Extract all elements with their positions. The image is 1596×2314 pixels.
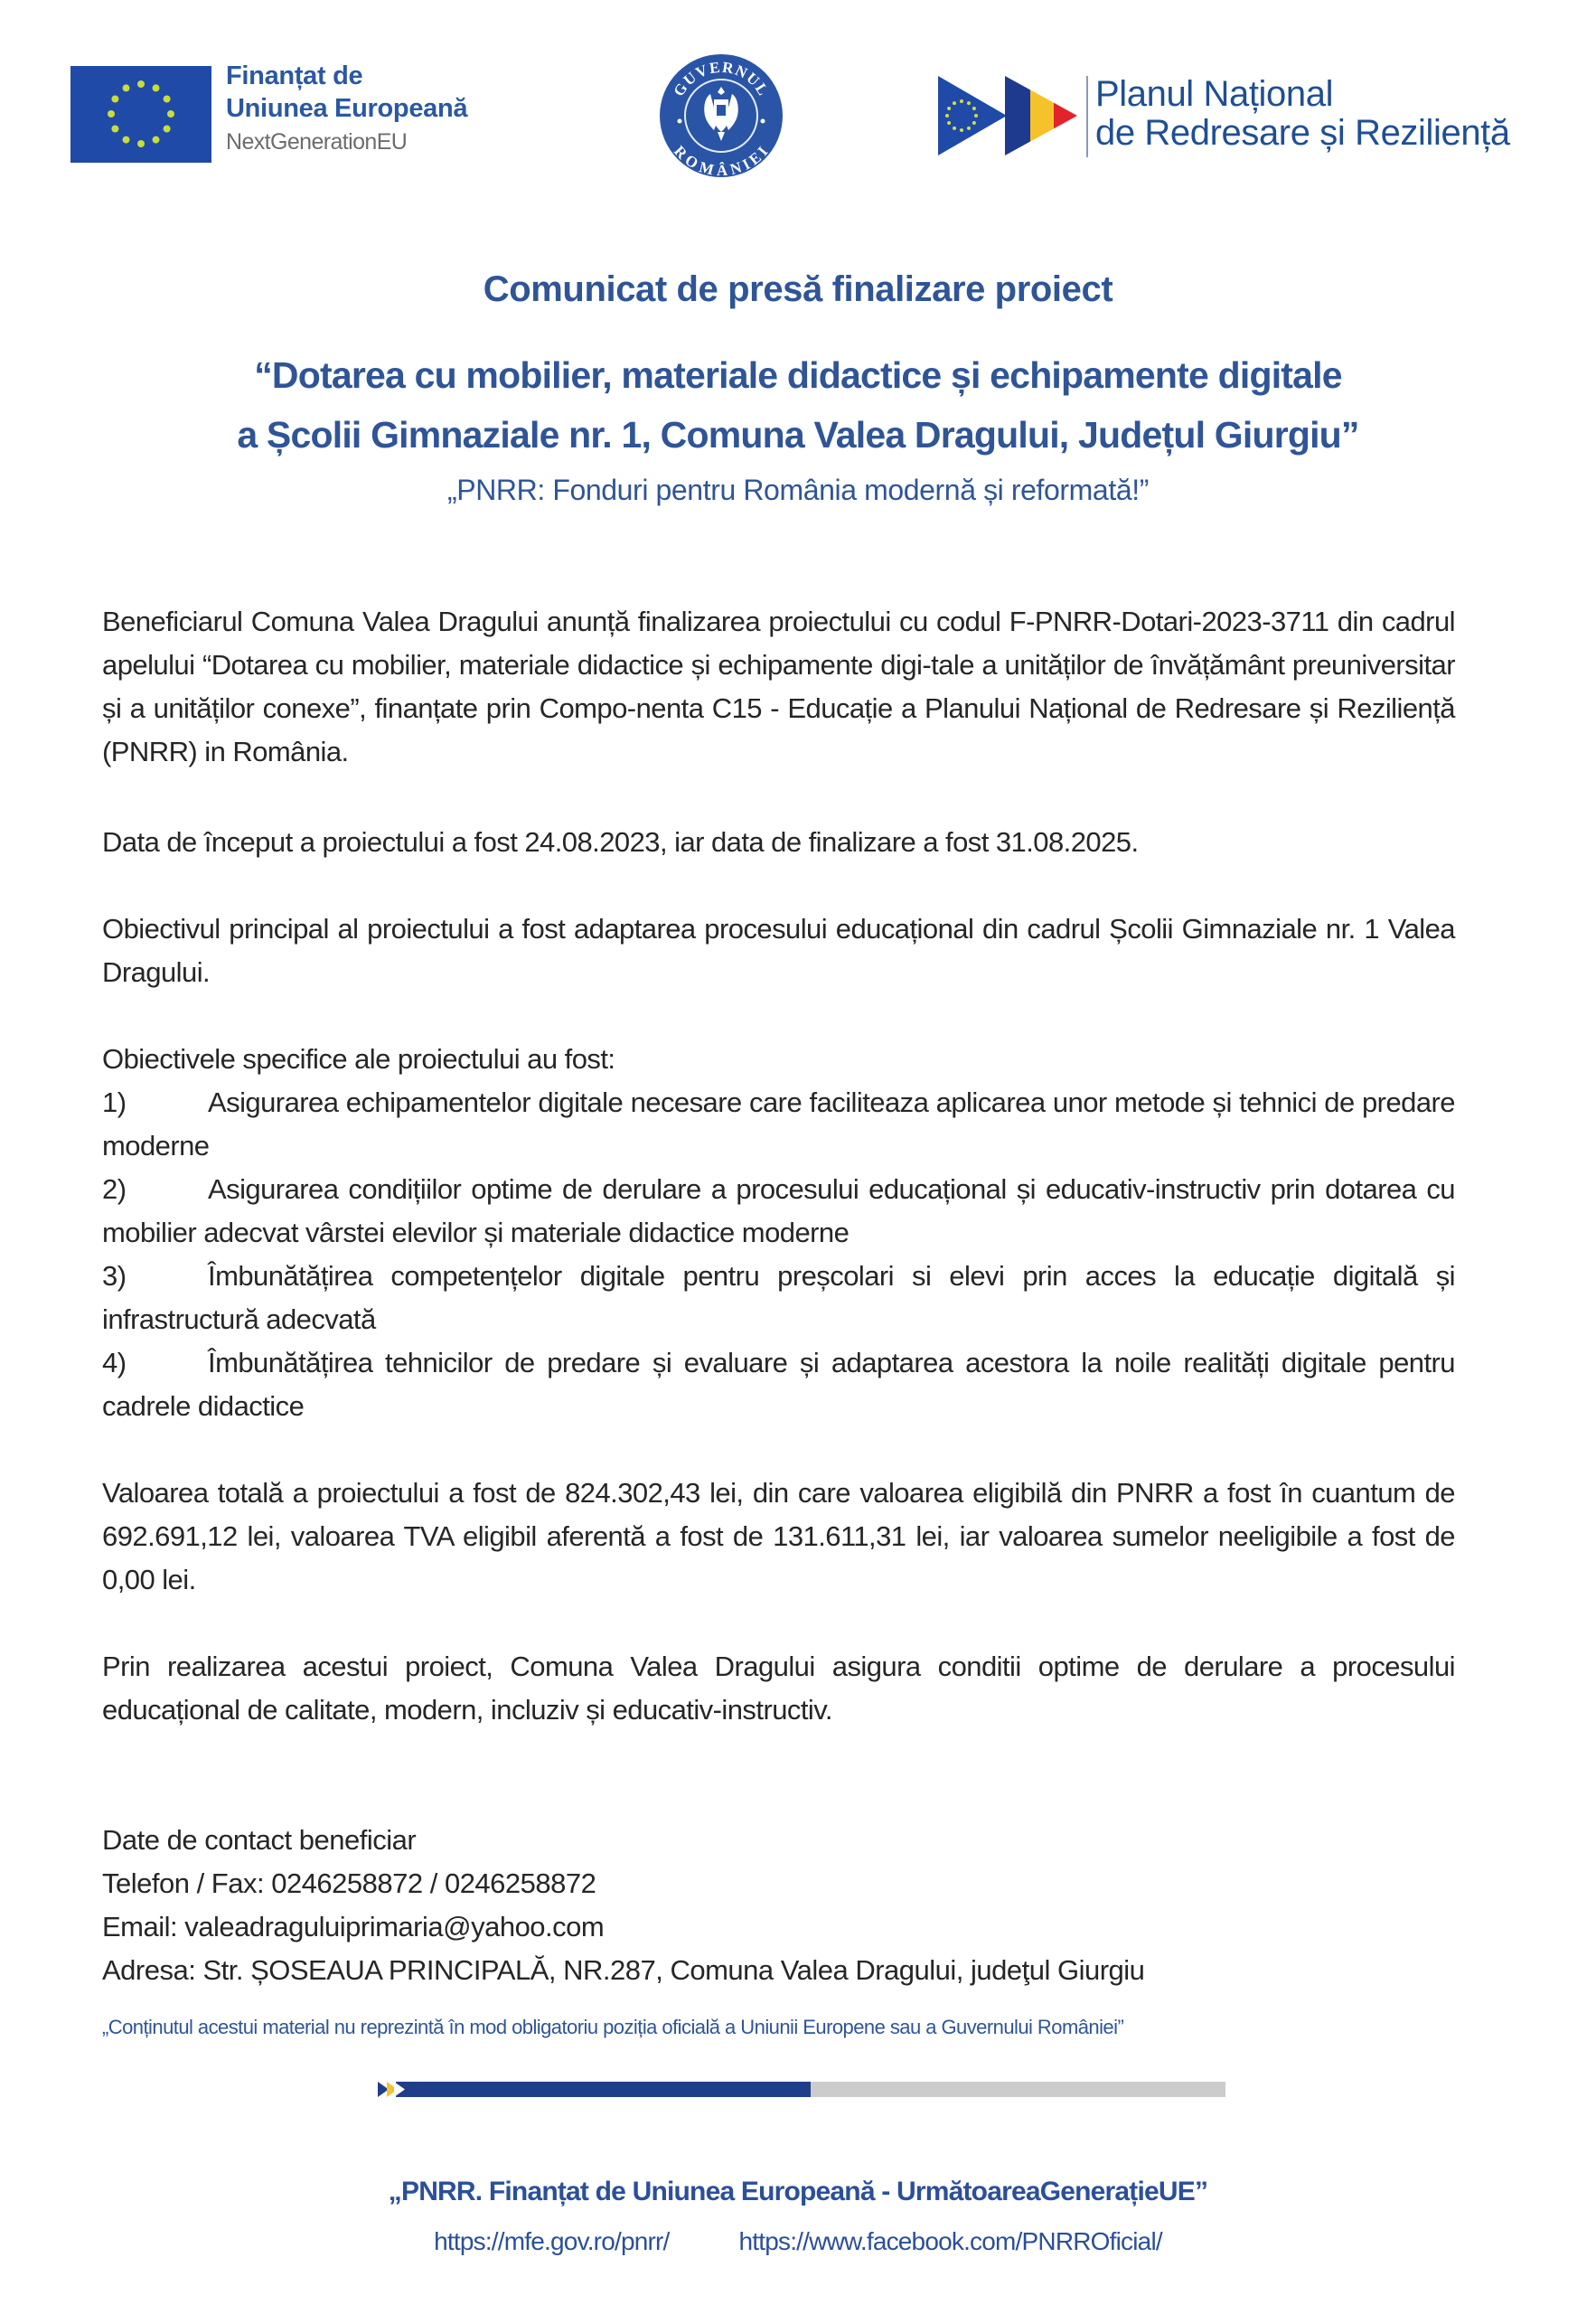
objective-number: 1)	[102, 1086, 127, 1118]
eu-star-icon	[123, 136, 130, 144]
pnrr-star-icon	[972, 107, 976, 110]
eu-star-icon	[111, 126, 118, 133]
contact-email: Email: valeadraguluiprimaria@yahoo.com	[102, 1911, 605, 1942]
decorative-bar-fill	[396, 2082, 811, 2097]
gov-logo-bottom-text: ROMÂNIEI	[670, 142, 773, 179]
footer-slogan: „PNRR. Finanțat de Uniunea Europeană - UrmătoareaGenerațieUE”	[388, 2177, 1208, 2206]
eu-star-icon	[137, 140, 145, 147]
eu-logo-line1: Finanțat de	[226, 61, 363, 90]
pnrr-logo-line1: Planul Național	[1095, 74, 1334, 114]
pnrr-star-icon	[960, 128, 963, 132]
disclaimer: „Conținutul acestui material nu reprezintă în mod obligatoriu poziția oficială a Uniunii Europene sau a Guvernului României”	[102, 2016, 1124, 2038]
eu-logo-line2: Uniunea Europeană	[226, 94, 468, 123]
romanian-coat-of-arms-icon	[658, 52, 784, 179]
objective-item	[102, 1081, 1455, 1168]
conclusion-paragraph: Prin realizarea acestui proiect, Comuna Valea Dragului asigura conditii optime de derulare a procesului educațional de calitate, modern, incluziv și educativ-instructiv.	[102, 1651, 1455, 1726]
objective-text: Asigurarea condițiilor optime de derulare a procesului educațional și educativ-instructiv prin dotarea cu mobilier adecvat vârstei elevilor și materiale didactice moderne	[102, 1173, 1455, 1248]
specific-objectives	[102, 1038, 1455, 1428]
page-title: Comunicat de presă finalizare proiect	[483, 269, 1113, 309]
tagline: „PNRR: Fonduri pentru România modernă și reformată!”	[447, 474, 1149, 506]
objective-number: 4)	[102, 1347, 127, 1378]
objectives-heading: Obiectivele specifice ale proiectului au fost:	[102, 1043, 615, 1075]
pnrr-logo-divider	[1086, 76, 1088, 157]
eu-star-icon	[108, 110, 115, 118]
eu-star-icon	[153, 84, 160, 91]
contact-heading: Date de contact beneficiar	[102, 1824, 417, 1856]
contact-block	[102, 1819, 1144, 1992]
eu-star-icon	[123, 84, 130, 91]
eu-star-icon	[167, 110, 174, 118]
objective-item	[102, 1168, 1455, 1255]
romanian-government-logo	[658, 52, 784, 179]
contact-phone: Telefon / Fax: 0246258872 / 0246258872	[102, 1867, 596, 1899]
pnrr-logo	[936, 74, 1569, 160]
pnrr-star-icon	[960, 99, 963, 103]
pnrr-star-icon	[967, 101, 971, 105]
pnrr-arrows-icon	[936, 74, 1081, 157]
pnrr-star-icon	[974, 114, 978, 118]
objective-number: 3)	[102, 1260, 127, 1292]
pnrr-star-icon	[947, 121, 951, 125]
contact-address: Adresa: Str. ȘOSEAUA PRINCIPALĂ, NR.287, Comuna Valea Dragului, judeţul Giurgiu	[102, 1954, 1145, 1986]
pnrr-star-icon	[972, 121, 976, 125]
project-title-line2: a Școlii Gimnaziale nr. 1, Comuna Valea Dragului, Județul Giurgiu”	[237, 414, 1359, 456]
objective-item	[102, 1341, 1455, 1428]
objective-item	[102, 1255, 1455, 1341]
objective-text: Asigurarea echipamentelor digitale necesare care faciliteaza aplicarea unor metode și tehnici de predare moderne	[102, 1086, 1455, 1162]
eu-star-icon	[137, 80, 145, 88]
intro-paragraph: Beneficiarul Comuna Valea Dragului anunță finalizarea proiectului cu codul F-PNRR-Dotari-2023-3711 din cadrul apelului “Dotarea cu mobilier, materiale didactice și echipamente digi-tale a unităților de învățământ preuniversitar și a unităților conexe”, finanțate prin Compo-nenta C15 - Educație a Planului Național de Redresare și Reziliență (PNRR) in România.	[102, 606, 1455, 767]
eu-star-icon	[164, 126, 171, 133]
footer-links	[0, 2227, 1596, 2256]
objective-number: 2)	[102, 1173, 127, 1205]
pnrr-star-icon	[945, 114, 949, 118]
pnrr-website-link[interactable]: https://mfe.gov.ro/pnrr/	[434, 2227, 670, 2255]
objective-text: Îmbunătățirea competențelor digitale pentru preșcolari si elevi prin acces la educație digitală și infrastructură adecvată	[102, 1260, 1455, 1335]
dates-paragraph: Data de început a proiectului a fost 24.08.2023, iar data de finalizare a fost 31.08.2025.	[102, 826, 1139, 858]
pnrr-logo-line2: de Redresare și Reziliență	[1095, 113, 1510, 153]
eu-funding-logo	[70, 61, 522, 165]
pnrr-star-icon	[967, 127, 971, 130]
project-title-line1: “Dotarea cu mobilier, materiale didactice și echipamente digitale	[254, 354, 1342, 396]
pnrr-star-icon	[947, 107, 951, 110]
pnrr-star-icon	[953, 101, 956, 105]
eu-logo-line3: NextGenerationEU	[226, 129, 408, 155]
eu-star-icon	[111, 96, 118, 103]
pnrr-star-icon	[953, 127, 956, 130]
eu-star-icon	[164, 96, 171, 103]
eu-star-icon	[153, 136, 160, 144]
project-values-paragraph: Valoarea totală a proiectului a fost de 824.302,43 lei, din care valoarea eligibilă din PNRR a fost în cuantum de 692.691,12 lei, valoarea TVA eligibil aferentă a fost de 131.611,31 lei, iar valoarea sumelor neeligibile a fost de 0,00 lei.	[102, 1477, 1455, 1595]
gov-logo-top-text: GUVERNUL	[670, 58, 773, 99]
main-objective-paragraph: Obiectivul principal al proiectului a fost adaptarea procesului educațional din cadrul Școlii Gimnaziale nr. 1 Valea Dragului.	[102, 913, 1455, 988]
objective-text: Îmbunătățirea tehnicilor de predare și evaluare și adaptarea acestora la noile realități digitale pentru cadrele didactice	[102, 1347, 1455, 1422]
eu-flag-icon	[70, 66, 211, 163]
decorative-progress-bar	[378, 2082, 1225, 2097]
pnrr-chevron-icon	[378, 2081, 414, 2098]
pnrr-facebook-link[interactable]: https://www.facebook.com/PNRROficial/	[738, 2227, 1162, 2255]
